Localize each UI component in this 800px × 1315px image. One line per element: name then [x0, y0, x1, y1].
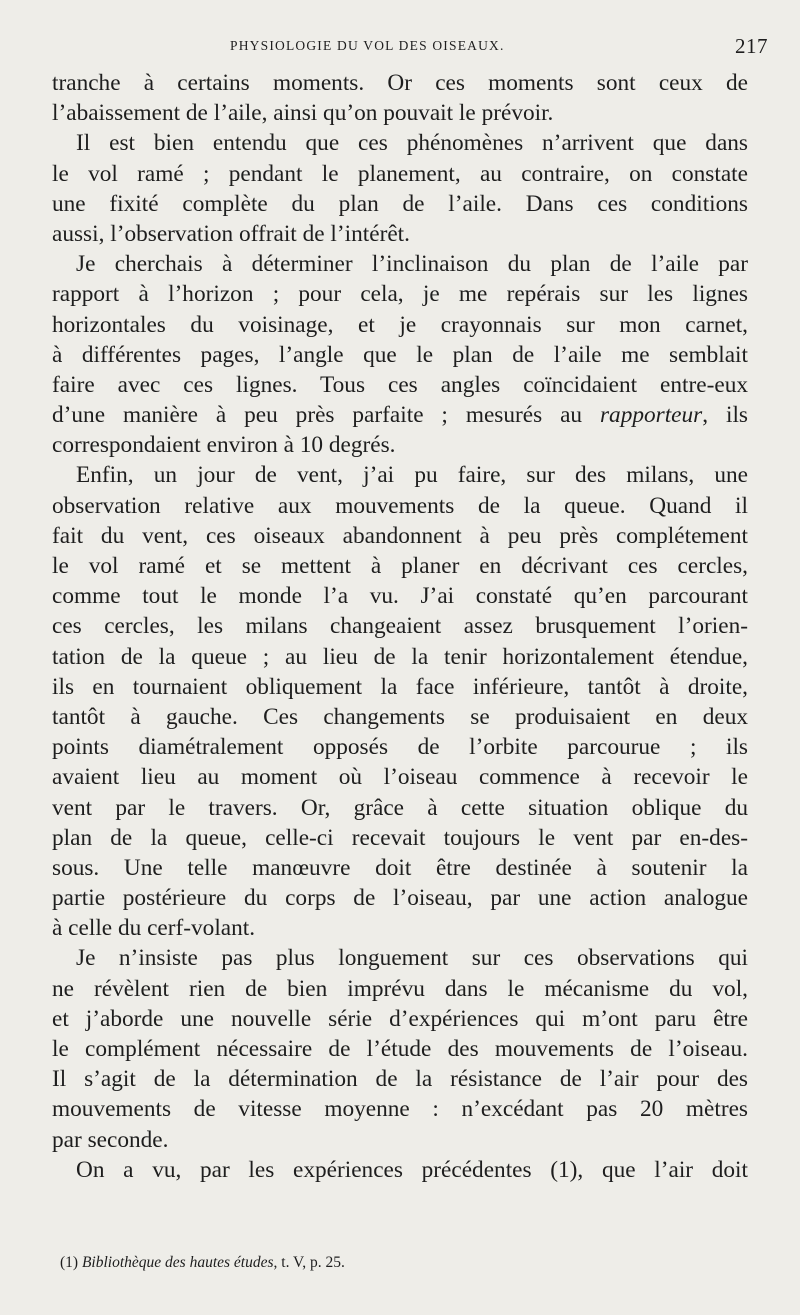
text-line-tail: , ils [702, 402, 748, 429]
text-line [52, 310, 748, 340]
text-line [52, 611, 748, 641]
text-line [52, 853, 748, 883]
text-line-content: vent par le travers. Or, grâce à cette situation oblique du [52, 794, 748, 821]
text-line-content: tation de la queue ; au lieu de la tenir horizontalement étendue, [52, 643, 748, 670]
text-line-content: Enfin, un jour de vent, j’ai pu faire, sur des milans, une [76, 462, 748, 489]
body-text [52, 68, 748, 1185]
text-line-content: rapport à l’horizon ; pour cela, je me repérais sur les lignes [52, 281, 748, 308]
text-line-content: le vol ramé et se mettent à planer en décrivant ces cercles, [52, 553, 748, 579]
text-line-content: ils en tournaient obliquement la face inférieure, tantôt à droite, [52, 673, 748, 700]
text-line-content: tranche à certains moments. Or ces moments sont ceux de [52, 70, 748, 96]
text-line-content: On a vu, par les expériences précédentes (1), que l’air doit [76, 1156, 748, 1183]
text-line [52, 823, 748, 853]
text-line [52, 219, 748, 249]
text-line [52, 1155, 748, 1185]
text-line [52, 974, 748, 1004]
footnote-title: Bibliothèque des hautes études [81, 1254, 274, 1271]
page-number: 217 [735, 34, 768, 58]
text-line-content: Je cherchais à déterminer l’inclinaison du plan de l’aile par [76, 251, 748, 278]
text-line [52, 128, 748, 158]
text-line-content: avaient lieu au moment où l’oiseau commence à recevoir le [52, 764, 748, 791]
text-line [52, 460, 748, 490]
text-line-content: Je n’insiste pas plus longuement sur ces observations qui [76, 945, 748, 972]
text-line-content: partie postérieure du corps de l’oiseau, par une action analogue [52, 885, 748, 912]
text-line [52, 672, 748, 702]
text-line [52, 98, 748, 128]
text-line [52, 702, 748, 732]
text-line-content: à différentes pages, l’angle que le plan de l’aile me semblait [52, 341, 748, 368]
text-line [52, 340, 748, 370]
italic-term: rapporteur [599, 402, 703, 429]
text-line-content: le complément nécessaire de l’étude des mouvements de l’oiseau. [52, 1036, 748, 1062]
text-line-content: ne révèlent rien de bien imprévu dans le mécanisme du vol, [52, 975, 748, 1002]
text-line [52, 943, 748, 973]
text-line-content: une fixité complète du plan de l’aile. Dans ces conditions [52, 190, 748, 217]
text-line [52, 581, 748, 611]
text-line [52, 793, 748, 823]
text-line-content: comme tout le monde l’a vu. J’ai constaté qu’en parcourant [52, 583, 748, 610]
text-line [52, 1094, 748, 1124]
text-line-content: par seconde. [52, 1126, 169, 1153]
text-line-content: le vol ramé ; pendant le planement, au contraire, on constate [52, 160, 748, 187]
text-line-content: sous. Une telle manœuvre doit être destinée à soutenir la [52, 854, 748, 881]
text-line-content: aussi, l’observation offrait de l’intérêt. [52, 220, 410, 247]
text-line-content: plan de la queue, celle-ci recevait toujours le vent par en-des- [52, 824, 748, 851]
text-line [52, 551, 748, 581]
footnote-reference: , t. V, p. 25. [273, 1254, 345, 1271]
text-line [52, 521, 748, 551]
text-line [52, 1034, 748, 1064]
text-line-content: et j’aborde une nouvelle série d’expériences qui m’ont paru être [52, 1005, 748, 1032]
text-line-content: Il est bien entendu que ces phénomènes n’arrivent que dans [76, 130, 748, 157]
text-line [52, 159, 748, 189]
text-line-content: mouvements de vitesse moyenne : n’excédant pas 20 mètres [52, 1096, 748, 1123]
text-line [52, 400, 748, 430]
text-line [52, 279, 748, 309]
text-line [52, 370, 748, 400]
text-line-content: points diamétralement opposés de l’orbite parcourue ; ils [52, 734, 748, 761]
running-title: PHYSIOLOGIE DU VOL DES OISEAUX. [230, 38, 505, 53]
text-line [52, 1125, 748, 1155]
text-line [52, 732, 748, 762]
running-header [50, 34, 770, 58]
text-line [52, 642, 748, 672]
footnote-marker: (1) [60, 1254, 79, 1271]
text-line-content: ces cercles, les milans changeaient assez brusquement l’orien- [52, 613, 748, 640]
text-line [52, 762, 748, 792]
text-line [52, 249, 748, 279]
footnote [60, 1254, 345, 1272]
text-line [52, 1004, 748, 1034]
text-line-content: horizontales du voisinage, et je crayonnais sur mon carnet, [52, 311, 748, 338]
text-line [52, 430, 748, 460]
text-line-content: l’abaissement de l’aile, ainsi qu’on pouvait le prévoir. [52, 100, 554, 127]
text-line-content: fait du vent, ces oiseaux abandonnent à peu près complétement [52, 522, 748, 549]
text-line-content: tantôt à gauche. Ces changements se produisaient en deux [52, 703, 748, 730]
text-line [52, 68, 748, 98]
text-line-content: correspondaient environ à 10 degrés. [52, 432, 396, 459]
text-line-content: à celle du cerf-volant. [52, 915, 256, 942]
text-line-content: faire avec ces lignes. Tous ces angles coïncidaient entre-eux [52, 371, 748, 398]
text-line [52, 913, 748, 943]
text-line [52, 1064, 748, 1094]
text-line-content: d’une manière à peu près parfaite ; mesurés au [52, 402, 583, 429]
text-line-content: Il s’agit de la détermination de la résistance de l’air pour des [52, 1066, 748, 1093]
text-line [52, 491, 748, 521]
text-line [52, 189, 748, 219]
text-line-content: observation relative aux mouvements de la queue. Quand il [52, 492, 748, 519]
text-line [52, 883, 748, 913]
